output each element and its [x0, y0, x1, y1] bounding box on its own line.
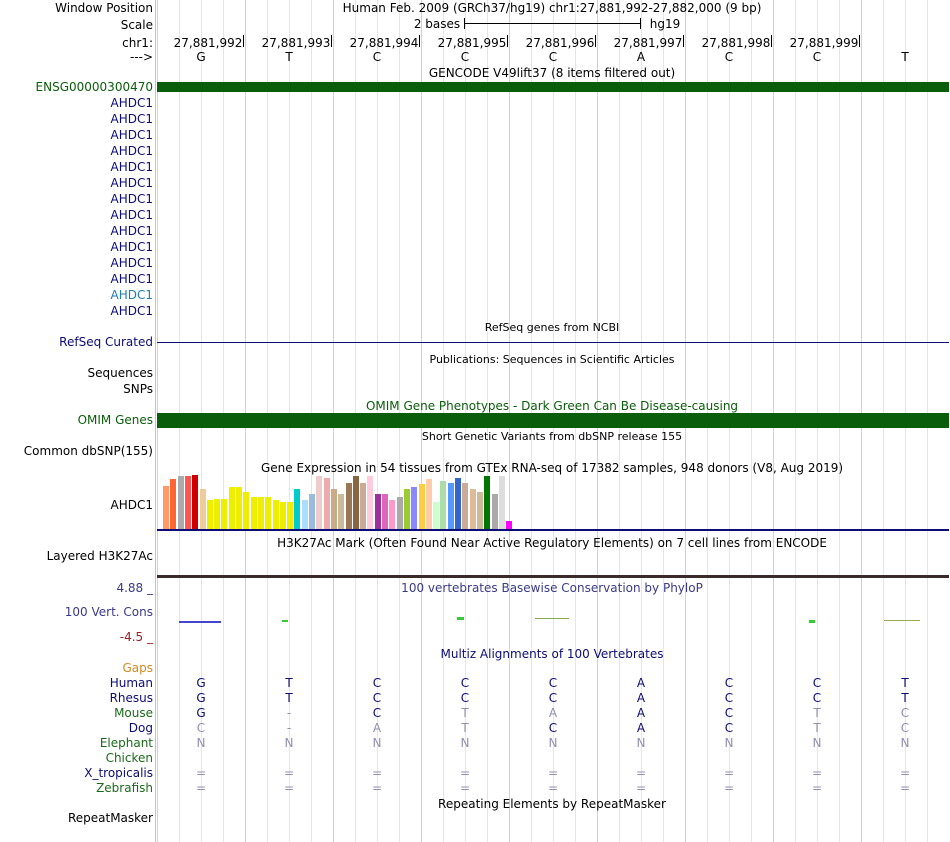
gencode-gene-label[interactable]: ENSG00000300470 — [35, 80, 153, 94]
h3k27ac-signal[interactable] — [157, 575, 949, 578]
transcript-label[interactable]: AHDC1 — [110, 272, 153, 286]
alignment-base: N — [284, 736, 294, 750]
gtex-tissue-bar[interactable] — [178, 476, 184, 529]
species-label[interactable]: Dog — [128, 721, 153, 735]
transcript-strand[interactable] — [157, 228, 949, 235]
alignment-base: = — [811, 766, 823, 780]
phylop-signal — [179, 621, 221, 623]
gtex-tissue-bar[interactable] — [440, 481, 446, 529]
gtex-tissue-bar[interactable] — [367, 476, 373, 529]
gtex-tissue-bar[interactable] — [287, 502, 293, 529]
alignment-base: C — [724, 706, 734, 720]
gtex-tissue-bar[interactable] — [258, 497, 264, 529]
alignment-base: = — [723, 781, 735, 795]
gtex-tissue-bar[interactable] — [185, 476, 191, 529]
gtex-tissue-bar[interactable] — [338, 494, 344, 529]
alignment-base: G — [196, 676, 206, 690]
transcript-label[interactable]: AHDC1 — [110, 304, 153, 318]
label-separator — [155, 0, 156, 842]
alignment-base: = — [283, 766, 295, 780]
alignment-base: C — [900, 721, 910, 735]
gtex-tissue-bar[interactable] — [324, 478, 330, 529]
alignment-base: C — [548, 721, 558, 735]
transcript-label[interactable]: AHDC1 — [110, 256, 153, 270]
alignment-base: = — [635, 781, 647, 795]
gtex-tissue-bar[interactable] — [353, 476, 359, 529]
species-label[interactable]: Rhesus — [109, 691, 153, 705]
ruler-base: G — [196, 50, 206, 64]
gtex-tissue-bar[interactable] — [448, 483, 454, 529]
omim-label[interactable]: OMIM Genes — [77, 413, 153, 427]
alignment-base: T — [461, 721, 469, 735]
ruler-position-label: 27,881,995 — [437, 36, 507, 50]
alignment-base: A — [636, 676, 646, 690]
gencode-gene-bar[interactable] — [157, 82, 949, 92]
alignment-base: N — [724, 736, 734, 750]
gtex-tissue-bar[interactable] — [265, 497, 271, 529]
conservation-track-title: 100 vertebrates Basewise Conservation by PhyloP — [401, 581, 703, 595]
strand-label: ---> — [129, 50, 153, 64]
gtex-tissue-bar[interactable] — [229, 487, 235, 529]
conservation-min: -4.5 _ — [119, 630, 153, 644]
alignment-base: C — [548, 676, 558, 690]
conservation-label[interactable]: 100 Vert. Cons — [64, 605, 153, 619]
alignment-base: = — [547, 766, 559, 780]
transcript-strand[interactable] — [157, 276, 949, 283]
gtex-tissue-bar[interactable] — [375, 494, 381, 529]
ruler-base: C — [724, 50, 734, 64]
alignment-base: = — [723, 766, 735, 780]
gtex-tissue-bar[interactable] — [214, 499, 220, 529]
alignment-base: = — [195, 766, 207, 780]
alignment-base: C — [372, 691, 382, 705]
alignment-base: A — [548, 706, 558, 720]
alignment-base: A — [372, 721, 382, 735]
gtex-tissue-bar[interactable] — [419, 484, 425, 529]
alignment-base: G — [196, 691, 206, 705]
alignment-base: C — [372, 676, 382, 690]
alignment-base: T — [901, 676, 909, 690]
ruler-tick — [507, 35, 508, 47]
alignment-base: N — [900, 736, 910, 750]
ruler-base: C — [548, 50, 558, 64]
alignment-base: G — [196, 706, 206, 720]
transcript-strand[interactable] — [157, 212, 949, 219]
transcript-strand[interactable] — [157, 244, 949, 251]
phylop-signal — [884, 620, 920, 621]
alignment-base: T — [901, 691, 909, 705]
alignment-base: C — [724, 691, 734, 705]
alignment-base: = — [371, 781, 383, 795]
refseq-label[interactable]: RefSeq Curated — [59, 335, 153, 349]
gtex-track-title: Gene Expression in 54 tissues from GTEx RNA-seq of 17382 samples, 948 donors (V8, Aug 2019) — [260, 461, 844, 475]
transcript-label[interactable]: AHDC1 — [110, 96, 153, 110]
alignment-base: N — [460, 736, 470, 750]
ruler-position-label: 27,881,999 — [789, 36, 859, 50]
gtex-tissue-bar[interactable] — [404, 489, 410, 529]
alignment-base: = — [899, 766, 911, 780]
phylop-signal — [535, 618, 569, 619]
ruler-base: A — [636, 50, 646, 64]
alignment-base: C — [812, 676, 822, 690]
gtex-tissue-bar[interactable] — [382, 494, 388, 529]
gtex-tissue-bar[interactable] — [200, 489, 206, 529]
transcript-label[interactable]: AHDC1 — [110, 192, 153, 206]
alignment-base: A — [636, 721, 646, 735]
gtex-tissue-bar[interactable] — [273, 500, 279, 529]
phylop-signal — [457, 617, 464, 620]
gtex-tissue-bar[interactable] — [316, 476, 322, 529]
ruler-base: T — [901, 50, 909, 64]
gtex-tissue-bar[interactable] — [163, 486, 169, 529]
alignment-base: T — [285, 676, 293, 690]
transcript-label[interactable]: AHDC1 — [110, 112, 153, 126]
transcript-strand[interactable] — [157, 196, 949, 203]
species-label[interactable]: Mouse — [114, 706, 153, 720]
alignment-base: = — [811, 781, 823, 795]
dbsnp-track-title: Short Genetic Variants from dbSNP release 155 — [421, 430, 683, 443]
alignment-base: = — [283, 781, 295, 795]
h3k27ac-label[interactable]: Layered H3K27Ac — [46, 549, 153, 563]
alignment-base: = — [899, 781, 911, 795]
alignment-base: C — [548, 691, 558, 705]
repeatmasker-label[interactable]: RepeatMasker — [67, 811, 153, 825]
gtex-tissue-bar[interactable] — [506, 521, 512, 529]
omim-bar[interactable] — [157, 413, 949, 428]
alignment-base: = — [635, 766, 647, 780]
multiz-track-title: Multiz Alignments of 100 Vertebrates — [440, 647, 664, 661]
alignment-base: A — [636, 706, 646, 720]
alignment-base: C — [372, 706, 382, 720]
publications-track-title: Publications: Sequences in Scientific Articles — [429, 353, 675, 366]
transcript-label[interactable]: AHDC1 — [110, 128, 153, 142]
ruler-position-label: 27,881,992 — [173, 36, 243, 50]
transcript-label[interactable]: AHDC1 — [110, 176, 153, 190]
gtex-tissue-bar[interactable] — [397, 497, 403, 529]
transcript-label[interactable]: AHDC1 — [110, 240, 153, 254]
alignment-base: - — [286, 721, 292, 735]
gtex-label[interactable]: AHDC1 — [110, 498, 153, 512]
gtex-tissue-bar[interactable] — [331, 489, 337, 529]
ruler-tick — [859, 35, 860, 47]
alignment-base: A — [636, 691, 646, 705]
ruler-tick — [683, 35, 684, 47]
snps-label[interactable]: SNPs — [123, 382, 153, 396]
gtex-tissue-bar[interactable] — [477, 492, 483, 529]
gtex-tissue-bar[interactable] — [251, 497, 257, 529]
alignment-base: T — [813, 706, 821, 720]
ruler-tick — [595, 35, 596, 47]
transcript-label[interactable]: AHDC1 — [110, 144, 153, 158]
ruler-tick — [771, 35, 772, 47]
alignment-base: T — [461, 706, 469, 720]
scale-label: Scale — [120, 18, 153, 32]
gtex-tissue-bar[interactable] — [499, 476, 505, 529]
alignment-base: C — [812, 691, 822, 705]
gtex-tissue-bar[interactable] — [302, 500, 308, 529]
gtex-tissue-bar[interactable] — [470, 489, 476, 529]
gtex-tissue-bar[interactable] — [346, 483, 352, 529]
scale-bar-right-tick — [640, 18, 641, 29]
transcript-strand[interactable] — [157, 116, 949, 123]
gtex-tissue-bar[interactable] — [207, 500, 213, 529]
gtex-tissue-bar[interactable] — [462, 483, 468, 529]
species-label[interactable]: Elephant — [99, 736, 153, 750]
transcript-strand[interactable] — [157, 308, 949, 315]
ruler-position-label: 27,881,993 — [261, 36, 331, 50]
ruler-base: C — [460, 50, 470, 64]
ruler-tick — [419, 35, 420, 47]
gtex-tissue-bar[interactable] — [455, 478, 461, 529]
gtex-baseline — [157, 529, 949, 531]
transcript-label[interactable]: AHDC1 — [110, 208, 153, 222]
species-label[interactable]: Human — [109, 676, 153, 690]
species-label[interactable]: X_tropicalis — [84, 766, 153, 780]
ruler-base: C — [812, 50, 822, 64]
alignment-base: = — [547, 781, 559, 795]
ruler-position-label: 27,881,998 — [701, 36, 771, 50]
gtex-tissue-bar[interactable] — [192, 475, 198, 529]
sequences-label[interactable]: Sequences — [87, 366, 153, 380]
transcript-strand[interactable] — [157, 180, 949, 187]
transcript-strand[interactable] — [157, 164, 949, 171]
transcript-strand[interactable] — [157, 132, 949, 139]
transcript-strand[interactable] — [157, 260, 949, 267]
gtex-tissue-bar[interactable] — [492, 494, 498, 529]
ruler-base: T — [285, 50, 293, 64]
alignment-base: N — [196, 736, 206, 750]
gtex-tissue-bar[interactable] — [294, 489, 300, 529]
phylop-signal — [282, 620, 288, 622]
refseq-line[interactable] — [157, 342, 949, 343]
gtex-tissue-bar[interactable] — [236, 487, 242, 529]
alignment-base: = — [371, 766, 383, 780]
gtex-tissue-bar[interactable] — [411, 487, 417, 529]
gencode-track-title: GENCODE V49lift37 (8 items filtered out) — [428, 66, 676, 80]
ruler-position-label: 27,881,996 — [525, 36, 595, 50]
transcript-strand[interactable] — [157, 148, 949, 155]
gtex-tissue-bar[interactable] — [243, 492, 249, 529]
scale-bar — [464, 23, 641, 24]
gtex-tissue-bar[interactable] — [433, 502, 439, 529]
window-position-value: Human Feb. 2009 (GRCh37/hg19) chr1:27,881,992-27,882,000 (9 bp) — [342, 1, 762, 15]
gtex-tissue-bar[interactable] — [280, 502, 286, 529]
gtex-tissue-bar[interactable] — [360, 483, 366, 529]
transcript-strand[interactable] — [157, 292, 949, 299]
alignment-base: C — [724, 676, 734, 690]
transcript-label[interactable]: AHDC1 — [110, 224, 153, 238]
scale-db: hg19 — [649, 17, 681, 31]
alignment-base: = — [459, 766, 471, 780]
species-label[interactable]: Chicken — [105, 751, 153, 765]
ruler-position-label: 27,881,994 — [349, 36, 419, 50]
gtex-tissue-bar[interactable] — [484, 476, 490, 529]
phylop-signal — [809, 620, 815, 623]
h3k27ac-track-title: H3K27Ac Mark (Often Found Near Active Regulatory Elements) on 7 cell lines from ENCODE — [277, 536, 827, 550]
species-label[interactable]: Gaps — [122, 661, 153, 675]
repeatmasker-track-title: Repeating Elements by RepeatMasker — [438, 797, 666, 811]
scale-bar-left-tick — [464, 18, 465, 29]
transcript-strand[interactable] — [157, 100, 949, 107]
ruler-tick — [243, 35, 244, 47]
omim-track-title: OMIM Gene Phenotypes - Dark Green Can Be Disease-causing — [365, 399, 739, 413]
alignment-base: = — [195, 781, 207, 795]
ruler-base: C — [372, 50, 382, 64]
window-position-label: Window Position — [55, 1, 153, 15]
gtex-tissue-bar[interactable] — [221, 499, 227, 529]
alignment-base: C — [900, 706, 910, 720]
gtex-tissue-bar[interactable] — [309, 494, 315, 529]
ruler-tick — [331, 35, 332, 47]
transcript-label[interactable]: AHDC1 — [110, 288, 153, 302]
gtex-tissue-bar[interactable] — [389, 500, 395, 529]
alignment-base: N — [372, 736, 382, 750]
ruler-position-label: 27,881,997 — [613, 36, 683, 50]
gtex-tissue-bar[interactable] — [426, 479, 432, 529]
refseq-track-title: RefSeq genes from NCBI — [484, 321, 620, 334]
alignment-base: C — [196, 721, 206, 735]
alignment-base: - — [286, 706, 292, 720]
species-label[interactable]: Zebrafish — [96, 781, 153, 795]
alignment-base: C — [460, 676, 470, 690]
chrom-label: chr1: — [122, 36, 153, 50]
alignment-base: N — [812, 736, 822, 750]
alignment-base: T — [813, 721, 821, 735]
alignment-base: C — [460, 691, 470, 705]
scale-value: 2 bases — [413, 17, 461, 31]
alignment-base: N — [636, 736, 646, 750]
dbsnp-label[interactable]: Common dbSNP(155) — [23, 444, 153, 458]
alignment-base: C — [724, 721, 734, 735]
alignment-base: T — [285, 691, 293, 705]
alignment-base: N — [548, 736, 558, 750]
transcript-label[interactable]: AHDC1 — [110, 160, 153, 174]
gtex-tissue-bar[interactable] — [170, 479, 176, 529]
alignment-base: = — [459, 781, 471, 795]
conservation-max: 4.88 _ — [116, 581, 153, 595]
